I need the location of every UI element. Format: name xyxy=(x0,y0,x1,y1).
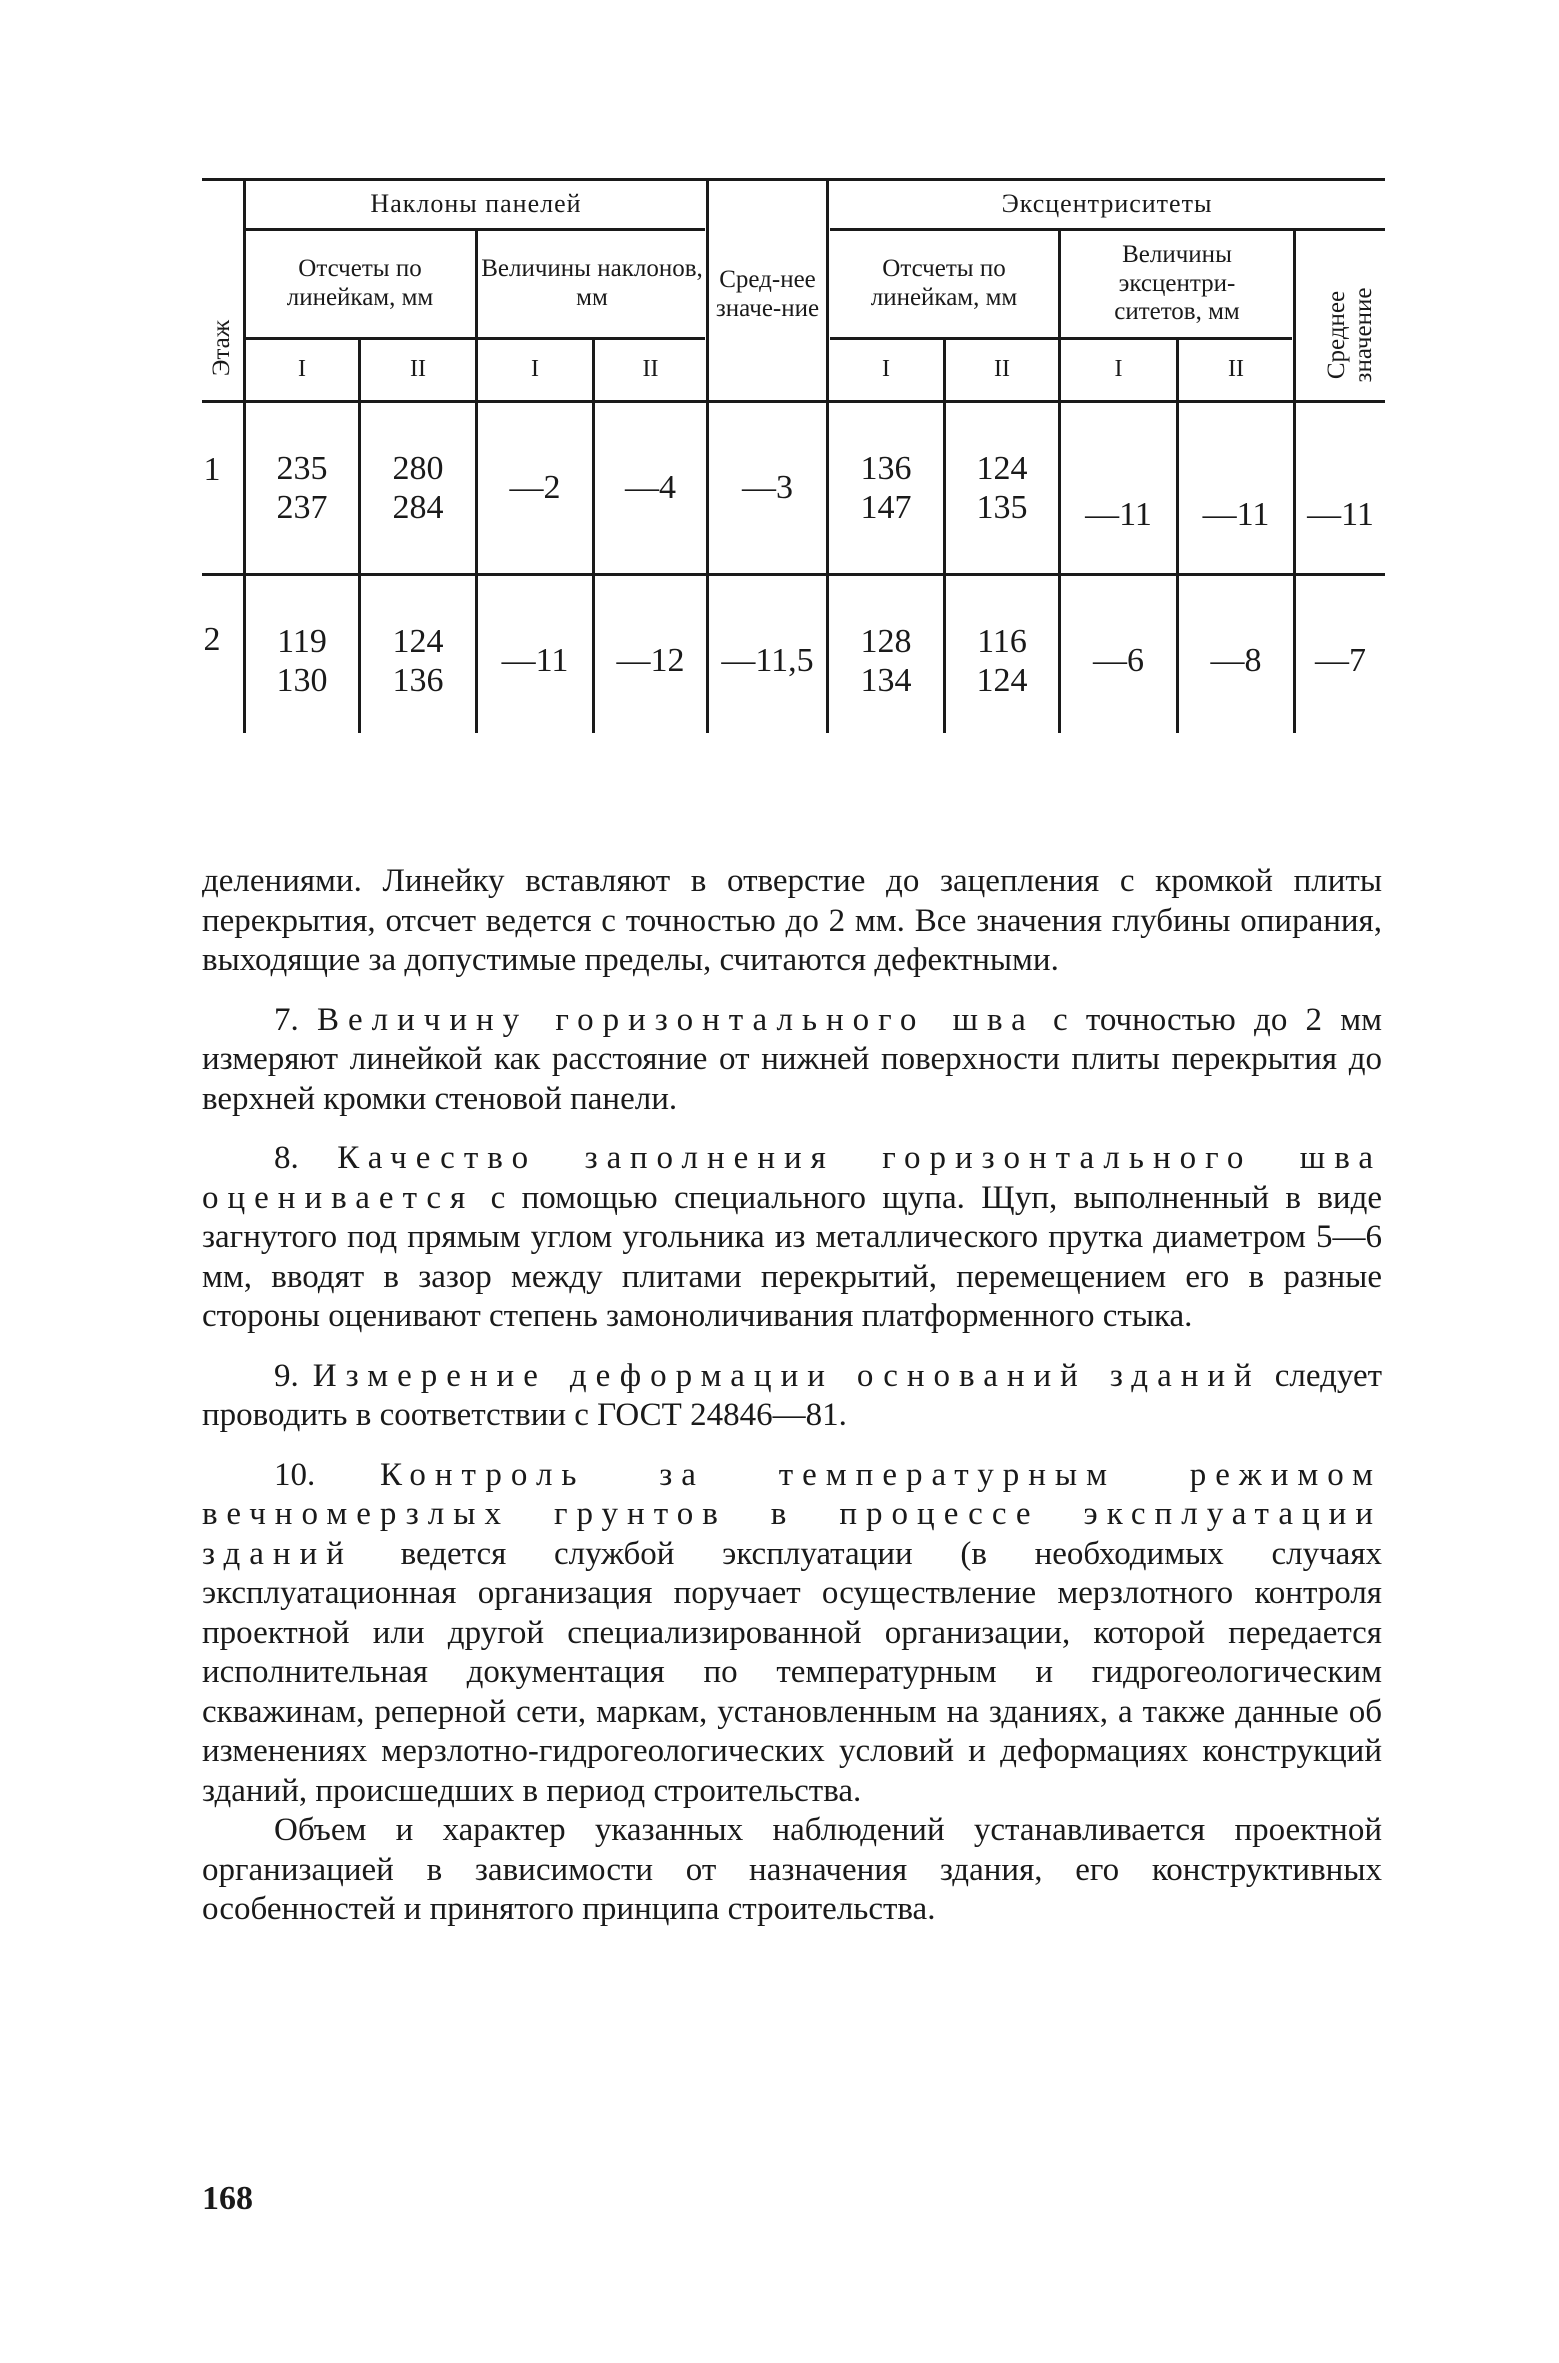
row2-e2b: 124 xyxy=(976,662,1028,699)
paragraph-8 xyxy=(202,1139,1382,1337)
header-ecc-values: Величины эксцентри-ситетов, мм xyxy=(1114,240,1240,326)
row2-ecc-value-1: —6 xyxy=(1093,642,1144,680)
row2-r2b: 136 xyxy=(392,662,444,699)
row1-reading-1 xyxy=(246,403,358,573)
paragraph-9-body: следует проводить в соответствии с ГОСТ 24846—81. xyxy=(202,1357,1383,1433)
row2-e1b: 134 xyxy=(860,662,912,699)
row2-e2a: 116 xyxy=(977,622,1027,660)
header-slopes: Наклоны панелей xyxy=(370,189,582,219)
roman-1-slopes: I xyxy=(531,356,539,383)
roman-1-ecc-values: I xyxy=(1114,356,1123,383)
row2-mean: —11,5 xyxy=(721,642,814,680)
row2-floor: 2 xyxy=(203,621,221,659)
paragraph-8-heading: Качество заполнения горизонтального шва оценивается xyxy=(202,1140,1382,1216)
row1-r2b: 284 xyxy=(392,489,444,526)
header-slope-values: Величины наклонов, мм xyxy=(481,255,703,311)
header-eccentricities: Эксцентриситеты xyxy=(1001,189,1213,219)
row2-ecc-reading-2 xyxy=(946,576,1058,746)
paragraph-10-body: ведется службой эксплуатации (в необходимых случаях эксплуатационная организация поручает осуществление мерзлотного контроля проектной или другой специализированной организации, которой передается исполнительная документация по температурным и гидрогеологическим скважинам, реперной сети, маркам, установленным на зданиях, а также данные об изменениях мерзлотно-гидрогеологических условий и деформациях конструкций зданий, происшедших в период строительства. xyxy=(202,1535,1383,1809)
row2-reading-2 xyxy=(361,576,475,746)
paragraph-7-number: 7. xyxy=(274,1001,299,1038)
roman-1-readings: I xyxy=(298,356,306,383)
header-readings: Отсчеты по линейкам, мм xyxy=(286,255,434,311)
roman-2-slopes: II xyxy=(642,356,659,383)
row1-reading-2 xyxy=(361,403,475,573)
row1-ecc-mean: —11 xyxy=(1307,496,1374,534)
measurement-table xyxy=(0,0,1559,760)
row1-ecc-value-1: —11 xyxy=(1085,496,1152,534)
header-floor: Этаж xyxy=(208,319,236,377)
row2-reading-1 xyxy=(246,576,358,746)
paragraph-10-heading: Контроль за температурным режимом вечномерзлых грунтов в процессе эксплуатации зданий xyxy=(202,1456,1382,1572)
row1-e2a: 124 xyxy=(976,449,1028,487)
row1-ecc-reading-2 xyxy=(946,403,1058,573)
header-ecc-mean: Среднее значение xyxy=(1322,287,1377,383)
header-ecc-readings: Отсчеты по линейкам, мм xyxy=(870,255,1018,311)
row1-e1a: 136 xyxy=(860,449,912,487)
row1-r2a: 280 xyxy=(392,449,444,487)
paragraph-9 xyxy=(202,1357,1382,1436)
paragraph-9-number: 9. xyxy=(274,1357,299,1394)
paragraph-7-heading: Величину горизонтального шва xyxy=(316,1001,1035,1038)
paragraph-8-body: с помощью специального щупа. Щуп, выполненный в виде загнутого под прямым углом угольника из металлического прутка диаметром 5—6 мм, вводят в зазор между плитами перекрытий, перемещением его в разные стороны оценивают степень замоноличивания платформенного стыка. xyxy=(202,1179,1383,1334)
roman-1-ecc-readings: I xyxy=(882,356,890,383)
page-number: 168 xyxy=(202,2180,253,2217)
roman-2-readings: II xyxy=(410,356,426,383)
row2-slope-1: —11 xyxy=(501,642,569,680)
row1-slope-1: —2 xyxy=(509,469,561,507)
row1-e1b: 147 xyxy=(860,489,912,526)
row1-floor: 1 xyxy=(203,451,221,489)
paragraph-9-heading: Измерение деформации оснований зданий xyxy=(312,1357,1261,1394)
row1-ecc-reading-1 xyxy=(829,403,943,573)
paragraph-10-number: 10. xyxy=(274,1456,316,1493)
row1-r1b: 237 xyxy=(276,489,328,526)
row1-ecc-value-2: —11 xyxy=(1202,496,1270,534)
row2-e1a: 128 xyxy=(860,622,912,660)
row1-slope-2: —4 xyxy=(625,469,676,507)
roman-2-ecc-values: II xyxy=(1228,356,1244,383)
row1-e2b: 135 xyxy=(976,489,1028,526)
row2-r1b: 130 xyxy=(276,662,328,699)
row2-ecc-reading-1 xyxy=(829,576,943,746)
paragraph-8-number: 8. xyxy=(274,1140,299,1176)
row1-r1a: 235 xyxy=(276,449,328,487)
row2-slope-2: —12 xyxy=(616,642,685,680)
paragraph-7 xyxy=(202,1001,1382,1120)
row1-mean: —3 xyxy=(742,469,793,507)
row2-r1a: 119 xyxy=(277,622,327,660)
paragraph-11: Объем и характер указанных наблюдений устанавливается проектной организацией в зависимости от назначения здания, его конструктивных особенностей и принятого принципа строительства. xyxy=(202,1812,1382,1927)
row2-r2a: 124 xyxy=(392,622,444,660)
row2-ecc-value-2: —8 xyxy=(1210,642,1262,680)
body-text xyxy=(202,862,1382,1930)
roman-2-ecc-readings: II xyxy=(994,356,1010,383)
paragraph-continuation: делениями. Линейку вставляют в отверстие до зацепления с кромкой плиты перекрытия, отсчет ведется с точностью до 2 мм. Все значения глубины опирания, выходящие за допустимые пределы, считаются дефектными. xyxy=(202,863,1382,978)
header-mean: Сред-нее значе-ние xyxy=(715,266,820,322)
row2-ecc-mean: —7 xyxy=(1315,642,1366,680)
paragraph-7-body: с точностью до 2 мм измеряют линейкой как расстояние от нижней поверхности плиты перекрытия до верхней кромки стеновой панели. xyxy=(202,1001,1382,1117)
paragraph-10 xyxy=(202,1456,1382,1812)
